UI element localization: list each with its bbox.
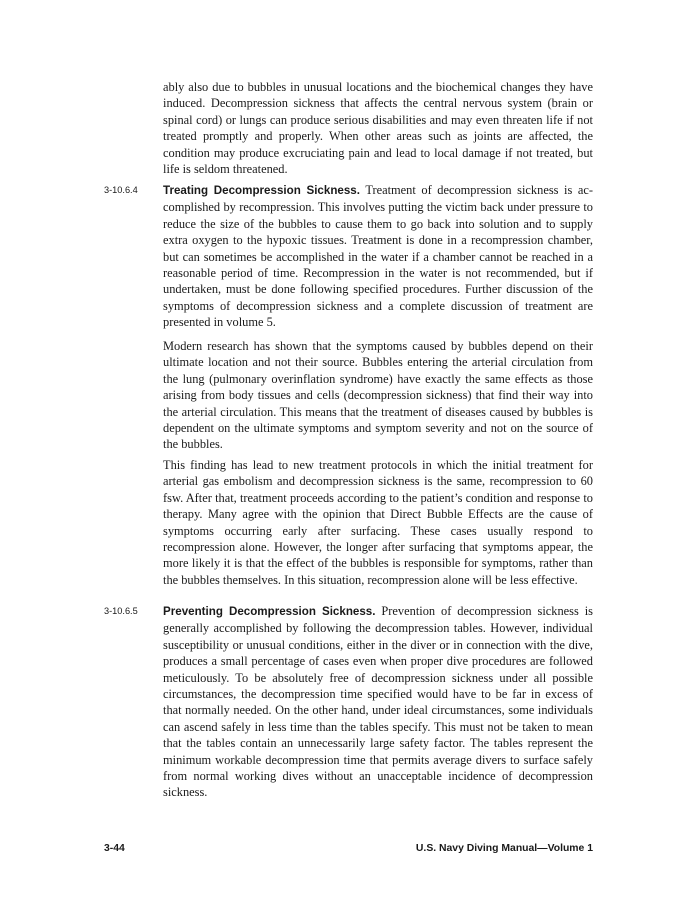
protocols-paragraph-text: This finding has lead to new treatment protocols in which the initial treatment for arterial gas embolism and decompression sickness is the same, recompression to 60 fsw. After that, treatment proceeds according to the patient’s condition and response to therapy. Many agree with the opinion that Direct Bubble Effects are the cause of symptoms occurring early after surfacing. These cases usually respond to recompression alone. However, the longer after surfacing that symptoms appear, the more likely it is that the effect of the bubbles is responsible for symptoms, rather than the bubbles themselves. In this situation, recompression alone will be less effective. — [163, 458, 593, 587]
section-text: Prevention of decompression sickness is generally accomplished by following the decompression tables. However, individual susceptibility or unusual conditions, either in the diver or in connection with the dive, produces a small percentage of cases even when proper dive procedures are followed meticulously. To be absolutely free of decompression sickness under all possible circumstances, the decompression time specified would have to be far in excess of that normally needed. On the other hand, under ideal circumstances, some individuals can ascend safely in less time than the tables specify. This must not be taken to mean that the tables contain an unnecessarily large safety factor. The tables represent the minimum workable decompression time that permits average divers to surface safely from normal working dives without an unacceptable incidence of decompression sickness. — [163, 604, 593, 800]
section-heading: Preventing Decompression Sickness. — [163, 605, 376, 618]
section-preventing-decompression — [163, 603, 593, 801]
research-paragraph — [163, 338, 593, 453]
section-paragraph — [163, 603, 593, 801]
intro-paragraph-text: ably also due to bubbles in unusual locations and the biochemical changes they have induced. Decompression sickness that affects the central nervous system (brain or spinal cord) or lungs can produce serious disabilities and may even threaten life if not treated promptly and properly. When other areas such as joints are affected, the condition may produce excruciating pain and lead to local damage if not treated, but life is seldom threatened. — [163, 80, 593, 177]
section-number: 3-10.6.4 — [104, 185, 138, 195]
page-number: 3-44 — [104, 843, 125, 854]
manual-title: U.S. Navy Diving Manual—Volume 1 — [415, 843, 593, 854]
section-text: Treatment of decompression sickness is accomplished by recompression. This involves putting the victim back under pressure to reduce the size of the bubbles to cause them to go back into solution and to supply extra oxygen to the hypoxic tissues. Treatment is done in a recompression chamber, but can sometimes be accomplished in the water if a chamber cannot be reached in a reasonable period of time. Recompression in the water is not recommended, but if undertaken, must be done following specified procedures. Further discussion of the symptoms of decompression sickness and a complete discussion of treatment are presented in volume 5. — [163, 183, 594, 330]
section-treating-decompression — [163, 182, 593, 331]
section-number: 3-10.6.5 — [104, 606, 138, 616]
section-heading: Treating Decompression Sickness. — [163, 184, 360, 197]
protocols-paragraph — [163, 457, 593, 588]
intro-paragraph — [163, 79, 593, 177]
section-paragraph — [163, 182, 593, 331]
research-paragraph-text: Modern research has shown that the symptoms caused by bubbles depend on their ultimate location and not their source. Bubbles entering the arterial circulation from the lung (pulmonary overinflation syndrome) have exactly the same effects as those arising from body tissues and cells (decompression sickness) that find their way into the arterial circulation. This means that the treatment of diseases caused by bubbles is dependent on the ultimate symptoms and symptom severity and not on the source of the bubbles. — [163, 339, 593, 452]
